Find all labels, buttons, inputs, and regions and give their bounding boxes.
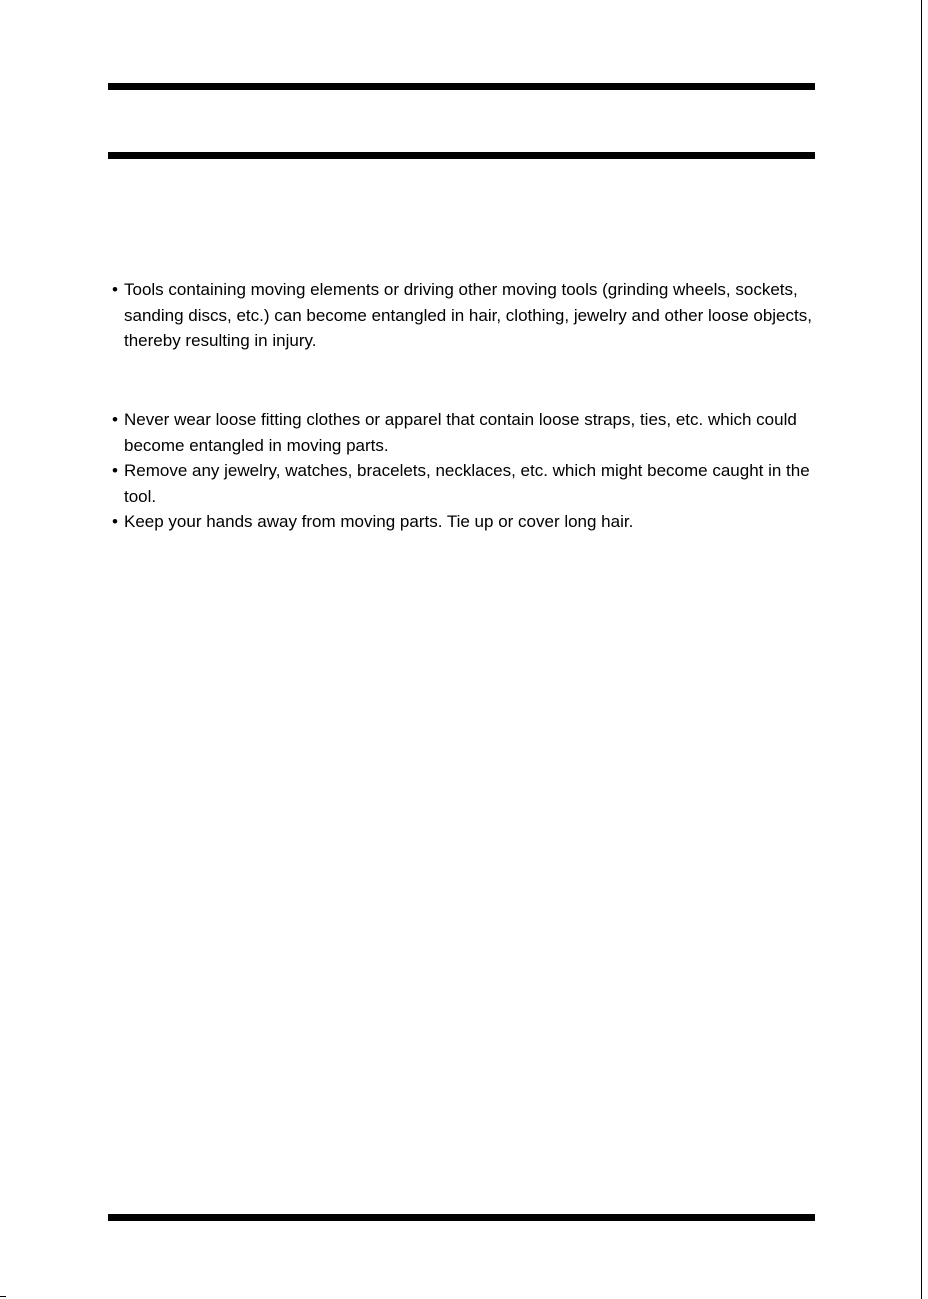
page-edge-line	[921, 0, 922, 1299]
precaution-item	[112, 509, 812, 535]
precaution-item	[112, 407, 812, 458]
precaution-text: Never wear loose fitting clothes or apparel that contain loose straps, ties, etc. which could become entangled in moving parts.	[124, 410, 797, 455]
bullet-icon: •	[112, 461, 118, 480]
header-rule	[108, 152, 815, 159]
corner-mark	[0, 1296, 6, 1297]
hazard-text: Tools containing moving elements or driving other moving tools (grinding wheels, sockets, sanding discs, etc.) can become entangled in hair, clothing, jewelry and other loose objects, thereby resulting in injury.	[124, 280, 812, 350]
hazard-item	[112, 277, 812, 354]
top-rule	[108, 83, 815, 90]
bullet-icon: •	[112, 410, 118, 429]
precaution-text: Keep your hands away from moving parts. Tie up or cover long hair.	[124, 512, 634, 531]
footer-rule	[108, 1214, 815, 1221]
precaution-item	[112, 458, 812, 509]
bullet-icon: •	[112, 512, 118, 531]
bullet-icon: •	[112, 280, 118, 299]
precaution-text: Remove any jewelry, watches, bracelets, necklaces, etc. which might become caught in the tool.	[124, 461, 810, 506]
hazard-list	[112, 277, 812, 354]
precaution-list	[112, 407, 812, 535]
